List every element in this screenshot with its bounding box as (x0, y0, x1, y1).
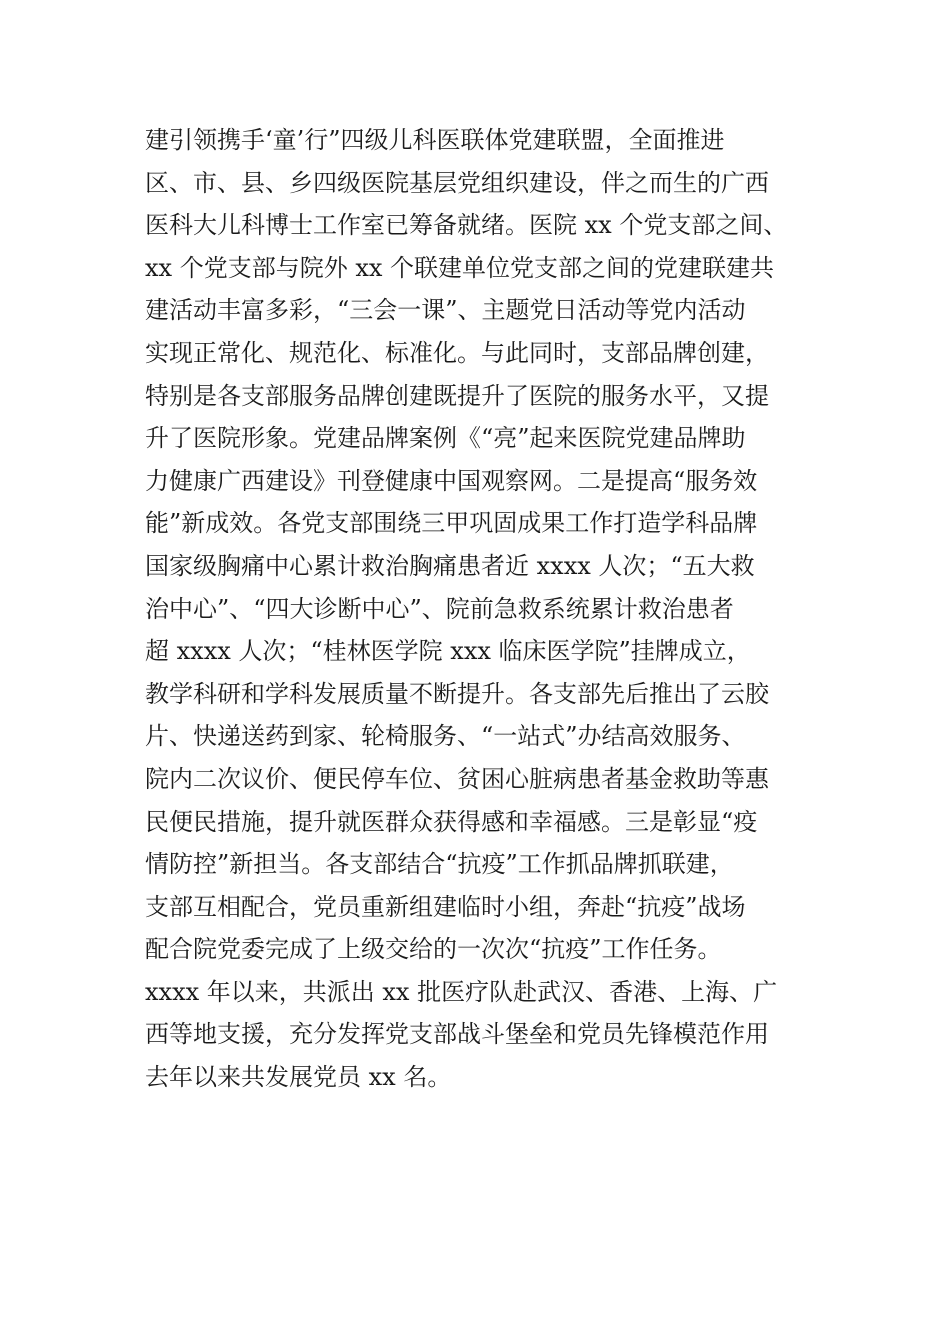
text-line: 医科大儿科博士工作室已筹备就绪。医院 xx 个党支部之间、 (145, 211, 788, 240)
text-line: 建活动丰富多彩，“三会一课”、主题党日活动等党内活动 (145, 296, 746, 325)
text-line: xx 个党支部与院外 xx 个联建单位党支部之间的党建联建共 (145, 253, 775, 282)
text-line: 实现正常化、规范化、标准化。与此同时，支部品牌创建， (145, 338, 769, 367)
text-line: 片、快递送药到家、轮椅服务、“一站式”办结高效服务、 (145, 722, 746, 751)
text-line: 力健康广西建设》刊登健康中国观察网。二是提高“服务效 (145, 466, 758, 495)
text-line: 民便民措施，提升就医群众获得感和幸福感。三是彰显“疫 (145, 807, 758, 836)
text-line: 去年以来共发展党员 xx 名。 (145, 1063, 452, 1092)
text-line: 治中心”、“四大诊断中心”、院前急救系统累计救治患者 (145, 594, 734, 623)
text-line: 超 xxxx 人次；“桂林医学院 xxx 临床医学院”挂牌成立， (145, 637, 751, 666)
text-line: 特别是各支部服务品牌创建既提升了医院的服务水平，又提 (145, 381, 769, 410)
body-paragraph (145, 119, 825, 1099)
text-line: 教学科研和学科发展质量不断提升。各支部先后推出了云胶 (145, 679, 769, 708)
text-line: 能”新成效。各党支部围绕三甲巩固成果工作打造学科品牌 (145, 509, 758, 538)
text-line: 支部互相配合，党员重新组建临时小组，奔赴“抗疫”战场 (145, 892, 746, 921)
text-line: 院内二次议价、便民停车位、贫困心脏病患者基金救助等惠 (145, 764, 769, 793)
text-line: 情防控”新担当。各支部结合“抗疫”工作抓品牌抓联建， (145, 850, 734, 879)
text-line: 区、市、县、乡四级医院基层党组织建设，伴之而生的广西 (145, 168, 769, 197)
text-line: 国家级胸痛中心累计救治胸痛患者近 xxxx 人次；“五大救 (145, 551, 755, 580)
text-line: 配合院党委完成了上级交给的一次次“抗疫”工作任务。 (145, 935, 722, 964)
text-line: xxxx 年以来，共派出 xx 批医疗队赴武汉、香港、上海、广 (145, 977, 778, 1006)
text-line: 升了医院形象。党建品牌案例《“亮”起来医院党建品牌助 (145, 424, 746, 453)
text-line: 西等地支援，充分发挥党支部战斗堡垒和党员先锋模范作用 (145, 1020, 769, 1049)
text-line: 建引领携手‘童’行”四级儿科医联体党建联盟，全面推进 (145, 126, 725, 154)
